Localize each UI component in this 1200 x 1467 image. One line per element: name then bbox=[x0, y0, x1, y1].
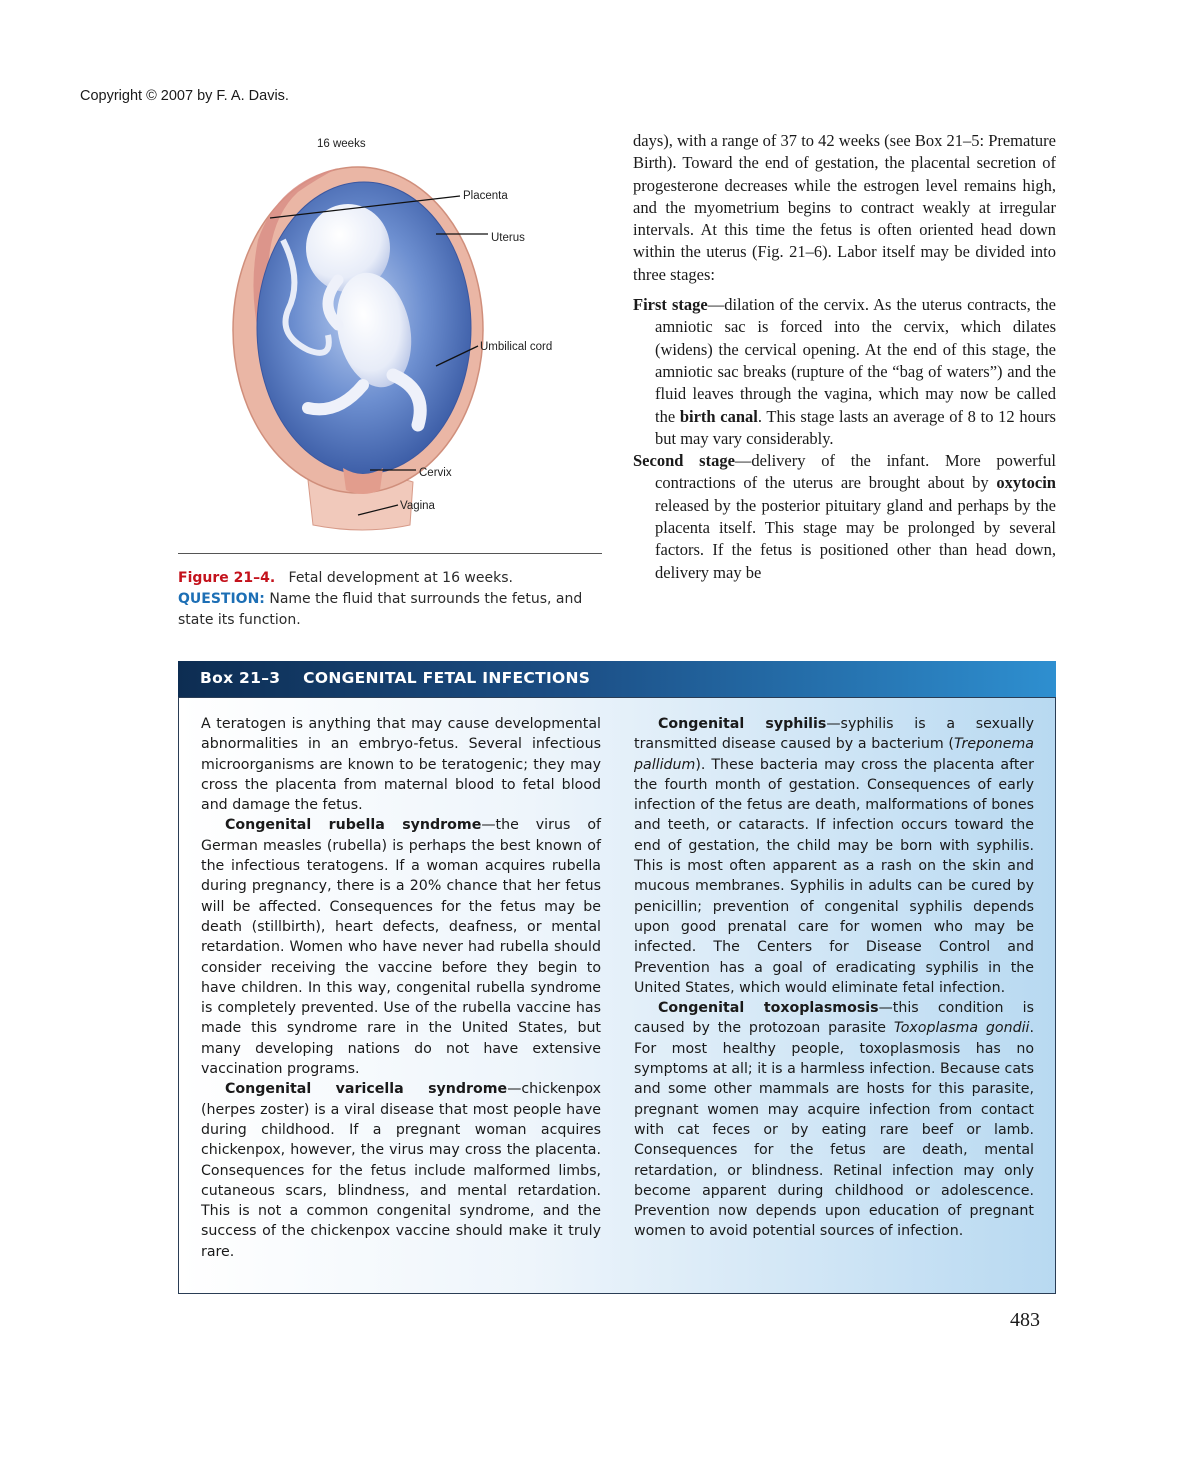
copyright-notice: Copyright © 2007 by F. A. Davis. bbox=[80, 88, 289, 104]
toxoplasma-species: Toxoplasma gondii bbox=[893, 1020, 1030, 1037]
question-text: Name the fluid that surrounds the fetus, and state its function. bbox=[178, 591, 583, 628]
rubella-text: —the virus of German measles (rubella) is perhaps the best known of the infectious teratogens. If a woman acquires rubella during pregnancy, there is a 20% chance that her fetus will be affected. Consequences for the fetus may be death (stillbirth), heart defects, deafness, or mental retardation. Women who have never had rubella should consider receiving the vaccine before they begin to have children. In this way, congenital rubella syndrome is completely prevented. Use of the rubella vaccine has made this syndrome rare in the United States, but many developing nations do not have extensive vaccination programs. bbox=[201, 817, 601, 1078]
box-header bbox=[178, 661, 1056, 697]
box-title-text: CONGENITAL FETAL INFECTIONS bbox=[303, 669, 591, 687]
teratogen-intro: A teratogen is anything that may cause developmental abnormalities in an embryo-fetus. Several infectious microorganisms are known to be teratogenic; they may cross the placenta from maternal blood to fetal blood and damage the fetus. bbox=[201, 716, 601, 814]
toxo-title: Congenital toxoplasmosis bbox=[658, 1000, 879, 1017]
box-right-column bbox=[634, 714, 1034, 1242]
syphilis-text-a: —syphilis is a sexually transmitted disease caused by a bacterium ( bbox=[634, 716, 1034, 753]
toxoplasmosis-paragraph bbox=[634, 998, 1034, 1242]
label-uterus: Uterus bbox=[491, 232, 525, 244]
box-body bbox=[178, 697, 1056, 1294]
box-title bbox=[200, 669, 590, 687]
second-stage-title: Second stage bbox=[633, 451, 735, 471]
figure-caption-text: Fetal development at 16 weeks. bbox=[288, 570, 513, 586]
label-16-weeks: 16 weeks bbox=[317, 138, 366, 150]
intro-paragraph: days), with a range of 37 to 42 weeks (see Box 21–5: Premature Birth). Toward the end of gestation, the placental secretion of progesterone decreases while the estrogen level remains high, and the myometrium begins to contract weakly at irregular intervals. At this time the fetus is often oriented head down within the uterus (Fig. 21–6). Labor itself may be divided into three stages: bbox=[633, 131, 1056, 284]
label-umbilical-cord: Umbilical cord bbox=[480, 341, 553, 353]
second-stage-text-a: —delivery of the infant. More powerful contractions of the uterus are brought about by bbox=[655, 451, 1056, 493]
figure-number: Figure 21–4. bbox=[178, 570, 276, 586]
figure-divider bbox=[178, 553, 602, 554]
body-text-column bbox=[633, 130, 1056, 584]
syphilis-paragraph bbox=[634, 714, 1034, 998]
toxo-text-b: . For most healthy people, toxoplasmosis has no symptoms at all; it is a harmless infection. Because cats and some other mammals are hosts for this parasite, pregnant women may acquire infection from contact with cat feces or by eating rare beef or lamb. Consequences for the fetus are death, mental retardation, or blindness. Retinal infection may only become apparent during childhood or adolescence. Prevention now depends upon education of pregnant women to avoid potential sources of infection. bbox=[634, 1020, 1035, 1240]
fetal-development-figure bbox=[178, 130, 603, 550]
rubella-paragraph bbox=[201, 815, 601, 1079]
treponema-species: Treponema pallidum bbox=[634, 736, 1034, 773]
varicella-title: Congenital varicella syndrome bbox=[225, 1081, 508, 1098]
figure-caption bbox=[178, 568, 608, 631]
second-stage-text-b: released by the posterior pituitary gland and perhaps by the placenta itself. This stage may be prolonged by several factors. If the fetus is positioned other than head down, delivery may be bbox=[655, 495, 1056, 582]
toxo-text-a: —this condition is caused by the protozoan parasite bbox=[634, 1000, 1034, 1037]
box-number: Box 21–3 bbox=[200, 669, 281, 687]
oxytocin-term: oxytocin bbox=[996, 473, 1056, 493]
first-stage-text-b: . This stage lasts an average of 8 to 12 hours but may vary considerably. bbox=[655, 406, 1056, 448]
first-stage-text-a: —dilation of the cervix. As the uterus contracts, the amniotic sac is forced into the cervix, which dilates (widens) the cervical opening. At the end of this stage, the amniotic sac breaks (rupture of the “bag of waters”) and the fluid leaves through the vagina, which may now be called the bbox=[655, 295, 1056, 426]
varicella-paragraph bbox=[201, 1079, 601, 1262]
second-stage-paragraph bbox=[633, 450, 1056, 584]
box-left-column bbox=[201, 714, 601, 1262]
syphilis-title: Congenital syphilis bbox=[658, 716, 827, 732]
rubella-title: Congenital rubella syndrome bbox=[225, 817, 482, 834]
syphilis-text-b: ). These bacteria may cross the placenta after the fourth month of gestation. Consequences of early infection of the fetus are death, malformations of bones and teeth, or cataracts. If infection occurs toward the end of gestation, the child may be born with syphilis. This is most often apparent as a rash on the skin and mucous membranes. Syphilis in adults can be cured by penicillin; prevention of congenital syphilis depends upon good prenatal care for women who may be infected. The Centers for Disease Control and Prevention has a goal of eradicating syphilis in the United States, which would eliminate fetal infection. bbox=[634, 756, 1034, 996]
label-cervix: Cervix bbox=[419, 467, 452, 479]
page-number: 483 bbox=[1010, 1309, 1040, 1331]
label-vagina: Vagina bbox=[400, 500, 435, 512]
fetus-in-uterus-illustration bbox=[178, 130, 603, 550]
label-placenta: Placenta bbox=[463, 190, 508, 202]
birth-canal-term: birth canal bbox=[679, 406, 758, 426]
first-stage-title: First stage bbox=[633, 295, 708, 315]
varicella-text: —chickenpox (herpes zoster) is a viral disease that most people have during childhood. If a pregnant woman acquires chickenpox, however, the virus may cross the placenta. Consequences for the fetus include malformed limbs, cutaneous scars, blindness, and mental retardation. This is not a common congenital syndrome, and the success of the chickenpox vaccine should make it truly rare. bbox=[201, 1081, 601, 1260]
question-label: QUESTION: bbox=[178, 591, 265, 607]
first-stage-paragraph bbox=[633, 294, 1056, 450]
